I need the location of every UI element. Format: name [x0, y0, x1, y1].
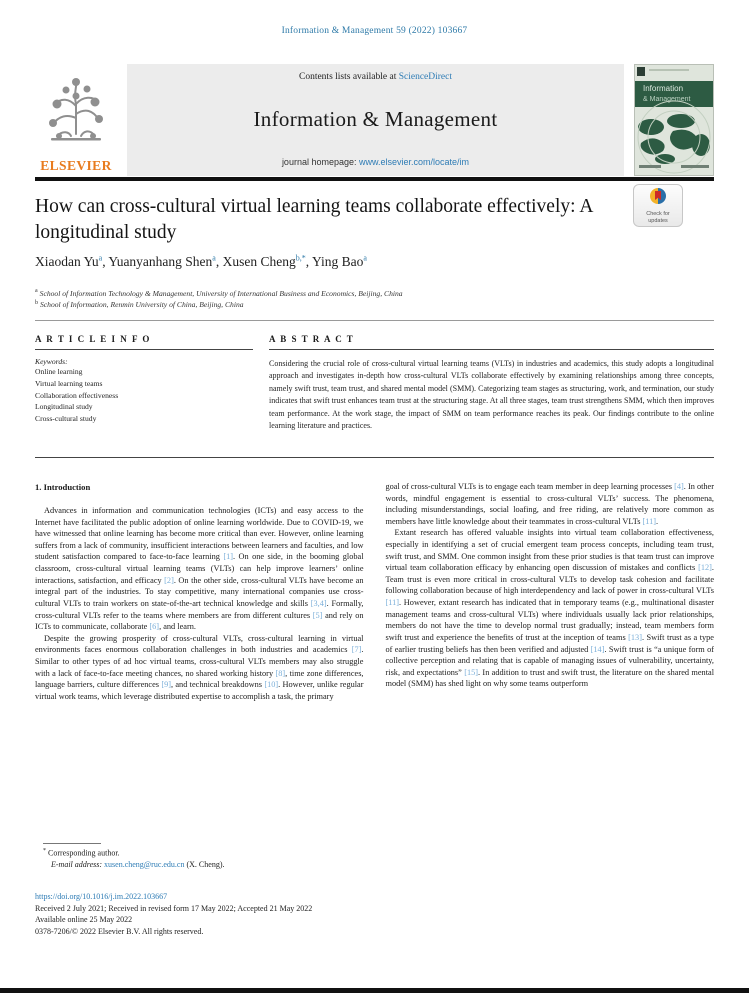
article-info-column: [35, 334, 253, 432]
citation-ref[interactable]: [13]: [628, 632, 642, 642]
citation-ref[interactable]: [9]: [161, 680, 171, 690]
citation-ref[interactable]: [10]: [264, 680, 279, 690]
divider: [35, 457, 714, 458]
article-body: [35, 481, 714, 837]
homepage-prefix: journal homepage:: [281, 157, 359, 167]
homepage-line: [282, 157, 469, 167]
check-for-updates-badge[interactable]: [633, 184, 683, 227]
abstract-heading: A B S T R A C T: [269, 334, 714, 350]
citation-ref[interactable]: [4]: [674, 482, 684, 491]
journal-title: Information & Management: [253, 107, 498, 131]
publication-info: [35, 891, 714, 937]
abstract-text: Considering the crucial role of cross-cultural virtual learning teams (VLTs) in industries and academics, this study adopts a longitudinal approach and investigates in-depth how cross-cultural VLTs collaborate effectively by examining relationships among three concepts, namely swift trust, team trust, and shared mental model (SMM). Categorizing team stages as structuring, work, and termination, our study indicates that swift trust enhances team trust at the structuring stage. At all three stages, team trust strengthens SMM, which then improves team performance. At the work stage, the impact of SMM on team performance reaches its peak. Our findings contribute to the online learning literature and practices.: [269, 359, 714, 430]
divider: [35, 320, 714, 321]
corresponding-author-footnote: [35, 843, 714, 871]
footnote-divider: [43, 843, 101, 844]
author-list: Xiaodan Yu$^a$, Yuanyanhang Shen$^a$, Xusen Cheng$^{b,*}$, Ying Bao$^a$: [35, 253, 367, 269]
article-info-heading: A R T I C L E I N F O: [35, 334, 253, 350]
section-heading: 1. Introduction: [35, 482, 91, 492]
header-divider: [35, 177, 714, 181]
elsevier-logo-text: ELSEVIER: [40, 158, 112, 173]
crossmark-icon: [649, 187, 667, 210]
elsevier-tree-icon: [45, 74, 107, 157]
keywords-list: [35, 366, 253, 425]
citation-ref[interactable]: [15]: [464, 667, 479, 677]
paragraph: Advances in information and communication technologies (ICTs) and easy access to the Internet have facilitated the public adoption of online learning worldwide. Due to COVID-19, we have witnessed that online learning has become more critical than ever. However, online learning suffers from a lack of community, insufficient interactions between learners and faculties, and low student satisfaction compared to face-to-face learning [1]. On one side, in the booming global classroom, cross-cultural virtual learning teams (VLTs) can help improve learners’ online interactions, satisfaction, and efficacy [2]. On the other side, cross-cultural VLTs have become an integral part of the industries. To stay competitive, many international companies use cross-cultural VLTs to train workers on state-of-the-art technical knowledge and skills [3,4]. Formally, cross-cultural VLTs refer to the teams where members are from different cultures [5] and rely on ICTs to communicate, collaborate [6], and learn.: [35, 506, 364, 632]
email-suffix: (X. Cheng).: [186, 860, 225, 870]
affiliation-item: $^a$ School of Information Technology & Management, University of International Business and Economics, Beijing, China: [35, 288, 403, 298]
article-title: How can cross-cultural virtual learning teams collaborate effectively: A longitudinal study: [35, 196, 593, 244]
citation-ref[interactable]: [3,4]: [310, 598, 327, 608]
citation-ref[interactable]: [6]: [149, 622, 160, 632]
citation-ref[interactable]: [5]: [312, 610, 323, 620]
keyword-item: Online learning: [35, 367, 83, 376]
contents-line: [299, 72, 452, 82]
homepage-link[interactable]: www.elsevier.com/locate/im: [359, 157, 470, 167]
keyword-item: Longitudinal study: [35, 402, 93, 412]
journal-header: [35, 64, 714, 176]
received-dates: Received 2 July 2021; Received in revised form 17 May 2022; Accepted 21 May 2022: [35, 903, 313, 913]
doi-link[interactable]: https://doi.org/10.1016/j.im.2022.103667: [35, 892, 168, 901]
citation-ref[interactable]: [14]: [590, 644, 605, 654]
citation-ref[interactable]: [7]: [351, 645, 362, 655]
citation-ref[interactable]: [8]: [275, 668, 286, 678]
paragraph: goal of cross-cultural VLTs is to engage each team member in deep learning processes [4]. In other words, mindful engagement is essential to cross-cultural VLTs’ success. The phenomena, including misunderstandings, social loafing, and free riding, are relatively more common as members have little knowledge about their teammates in cross-cultural VLTs [11].: [385, 482, 714, 526]
footnote-star: *: [43, 847, 46, 854]
svg-text:Information: Information: [643, 84, 684, 93]
journal-reference: Information & Management 59 (2022) 103667: [281, 26, 468, 36]
check-updates-label: Check for updates: [646, 210, 670, 224]
body-column-right: [386, 481, 715, 837]
page-bottom-bar: [0, 988, 749, 993]
abstract-column: [269, 334, 714, 432]
available-online: Available online 25 May 2022: [35, 915, 133, 925]
keyword-item: Collaboration effectiveness: [35, 390, 119, 400]
body-column-left: [35, 481, 364, 837]
keywords-label: Keywords:: [35, 357, 68, 366]
journal-cover-thumbnail: [634, 64, 714, 176]
citation-ref[interactable]: [1]: [223, 552, 233, 562]
journal-banner: [127, 64, 624, 176]
elsevier-logo: [35, 64, 117, 176]
paragraph: Despite the growing prosperity of cross-cultural VLTs, cross-cultural learning in virtual environments faces enormous collaboration challenges in both industries and academics [7]. Similar to other types of ad hoc virtual teams, cross-cultural VLTs members may also struggle with a lack of face-to-face meeting chances, no shared working history [8], time zone differences, language barriers, culture differences [9], and technical breakdowns [10]. However, unlike regular virtual work teams, which leverage distributed expertise to accomplish a task, the primary: [35, 633, 364, 701]
svg-text:& Management: & Management: [643, 96, 691, 103]
citation-ref[interactable]: [12]: [698, 563, 712, 573]
keyword-item: Virtual learning teams: [35, 378, 103, 388]
copyright-line: 0378-7206/© 2022 Elsevier B.V. All rights reserved.: [35, 926, 204, 936]
citation-ref[interactable]: [11]: [385, 598, 400, 608]
sciencedirect-link[interactable]: ScienceDirect: [398, 72, 452, 82]
affiliation-item: $^b$ School of Information, Renmin University of China, Beijing, China: [35, 299, 244, 310]
paragraph: Extant research has offered valuable insights into virtual team collaboration effectiveness, especially in identifying a set of crucial emergent team process concepts, including team trust, swift trust, and SMM. One common insight from these prior studies is that team trust can improve virtual team collaboration efficacy by enhancing open discussion of mistakes and conflicts [12]. Team trust is even more critical in cross-cultural VLTs to develop task cohesion and facilitate following collaboration because of high interdependency and lack of power in cross-cultural VLTs [11]. However, extant research has indicated that in temporary teams (e.g., multinational disaster management teams and cross-cultural VLTs) where individuals usually lack prior relationships, members do not have the time to develop normal trust gradually; instead, team members form swift trust and experience the benefits of trust at the inception of teams [13]. Swift trust as a type of earlier trusting beliefs has then been verified and adjusted [14]. Swift trust is “a unique form of collective perception and relating that is capable of managing issues of vulnerability, uncertainty, risk, and expectations” [15]. In addition to trust and swift trust, the literature on the shared mental model (SMM) has shed light on why some teams outperform: [385, 528, 714, 689]
citation-ref[interactable]: [2]: [164, 575, 174, 585]
email-link[interactable]: xusen.cheng@ruc.edu.cn: [104, 860, 185, 870]
citation-ref[interactable]: [11]: [642, 516, 657, 526]
info-abstract-section: [35, 334, 714, 432]
corresponding-author-text: Corresponding author.: [48, 848, 120, 858]
contents-prefix: Contents lists available at: [298, 72, 399, 82]
keyword-item: Cross-cultural study: [35, 414, 97, 424]
affiliation-list: [35, 288, 714, 311]
email-label: E-mail address:: [51, 860, 103, 870]
